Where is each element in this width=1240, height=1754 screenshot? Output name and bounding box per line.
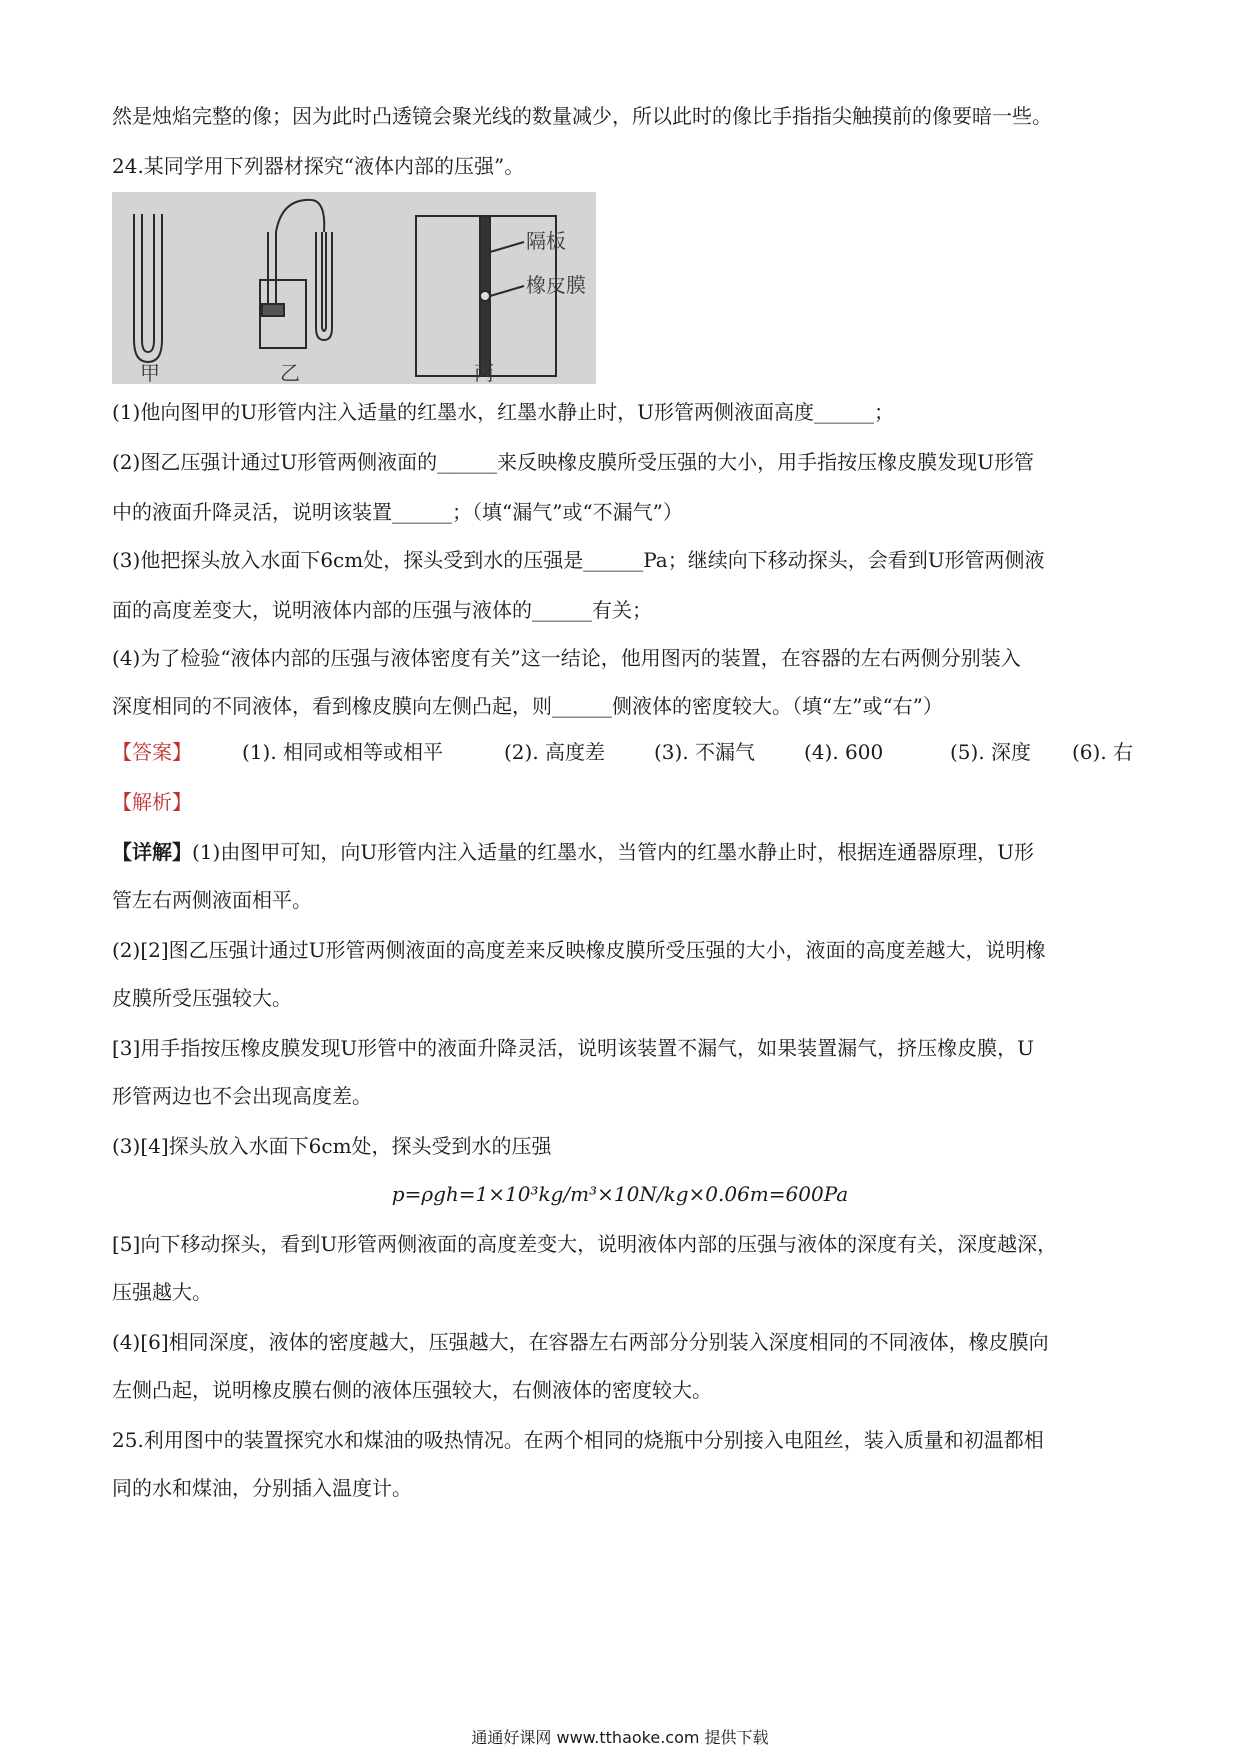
answer-item: (4). 600 [804, 740, 884, 764]
question-24-title: 24.某同学用下列器材探究“液体内部的压强”。 [112, 154, 525, 178]
detail-line: 【详解】(1)由图甲可知，向U形管内注入适量的红墨水，当管内的红墨水静止时，根据连通器原理，U形 [112, 840, 1035, 864]
detail-line: 皮膜所受压强较大。 [112, 986, 292, 1010]
text-line: 然是烛焰完整的像；因为此时凸透镜会聚光线的数量减少，所以此时的像比手指指尖触摸前的像要暗一些。 [112, 104, 1052, 128]
question-part-1: (1)他向图甲的U形管内注入适量的红墨水，红墨水静止时，U形管两侧液面高度______； [112, 400, 895, 424]
detail-line: [5]向下移动探头，看到U形管两侧液面的高度差变大，说明液体内部的压强与液体的深度有关，深度越深， [112, 1232, 1058, 1256]
experiment-figure [112, 192, 596, 384]
detail-line: (3)[4]探头放入水面下6cm处，探头受到水的压强 [112, 1134, 552, 1158]
detail-line: 形管两边也不会出现高度差。 [112, 1084, 372, 1108]
figure-background [112, 192, 596, 384]
answer-item: (5). 深度 [950, 740, 1032, 764]
detail-tag: 【详解】 [112, 840, 192, 864]
question-part-3: (3)他把探头放入水面下6cm处，探头受到水的压强是______Pa；继续向下移动探头，会看到U形管两侧液 [112, 548, 1045, 572]
answer-item: (1). 相同或相等或相平 [242, 740, 444, 764]
figure-label-yi: 乙 [280, 361, 300, 384]
partition-label: 隔板 [526, 229, 566, 253]
question-part-2-cont: 中的液面升降灵活，说明该装置______；（填“漏气”或“不漏气”） [112, 500, 683, 524]
detail-line: [3]用手指按压橡皮膜发现U形管中的液面升降灵活，说明该装置不漏气，如果装置漏气，挤压橡皮膜，U [112, 1036, 1035, 1060]
analysis-tag: 【解析】 [112, 790, 192, 814]
answer-row [112, 740, 1134, 768]
detail-line: 管左右两侧液面相平。 [112, 888, 312, 912]
question-part-4: (4)为了检验“液体内部的压强与液体密度有关”这一结论，他用图丙的装置，在容器的左右两侧分别装入 [112, 646, 1021, 670]
answer-item: (6). 右 [1072, 740, 1134, 764]
question-part-4-cont: 深度相同的不同液体，看到橡皮膜向左侧凸起，则______侧液体的密度较大。（填“左”或“右”） [112, 694, 943, 718]
pressure-formula: p=ρgh=1×10³kg/m³×10N/kg×0.06m=600Pa [391, 1182, 849, 1206]
membrane-label: 橡皮膜 [526, 273, 586, 297]
question-part-2: (2)图乙压强计通过U形管两侧液面的______来反映橡皮膜所受压强的大小，用手指按压橡皮膜发现U形管 [112, 450, 1035, 474]
answer-tag: 【答案】 [112, 740, 192, 764]
detail-line: (2)[2]图乙压强计通过U形管两侧液面的高度差来反映橡皮膜所受压强的大小，液面的高度差越大，说明橡 [112, 938, 1046, 962]
question-part-3-cont: 面的高度差变大，说明液体内部的压强与液体的______有关； [112, 598, 652, 622]
page-footer: 通通好课网 www.tthaoke.com 提供下载 [471, 1728, 769, 1747]
answer-item: (2). 高度差 [504, 740, 606, 764]
question-25-title: 25.利用图中的装置探究水和煤油的吸热情况。在两个相同的烧瓶中分别接入电阻丝，装入质量和初温都相 [112, 1428, 1044, 1452]
detail-line: 压强越大。 [112, 1280, 212, 1304]
answer-item: (3). 不漏气 [654, 740, 756, 764]
detail-line: 左侧凸起，说明橡皮膜右侧的液体压强较大，右侧液体的密度较大。 [112, 1378, 712, 1402]
figure-label-jia: 甲 [140, 361, 160, 384]
question-25-cont: 同的水和煤油，分别插入温度计。 [112, 1476, 412, 1500]
detail-line: (4)[6]相同深度，液体的密度越大，压强越大，在容器左右两部分分别装入深度相同的不同液体，橡皮膜向 [112, 1330, 1049, 1354]
figure-label-bing: 丙 [474, 361, 494, 384]
